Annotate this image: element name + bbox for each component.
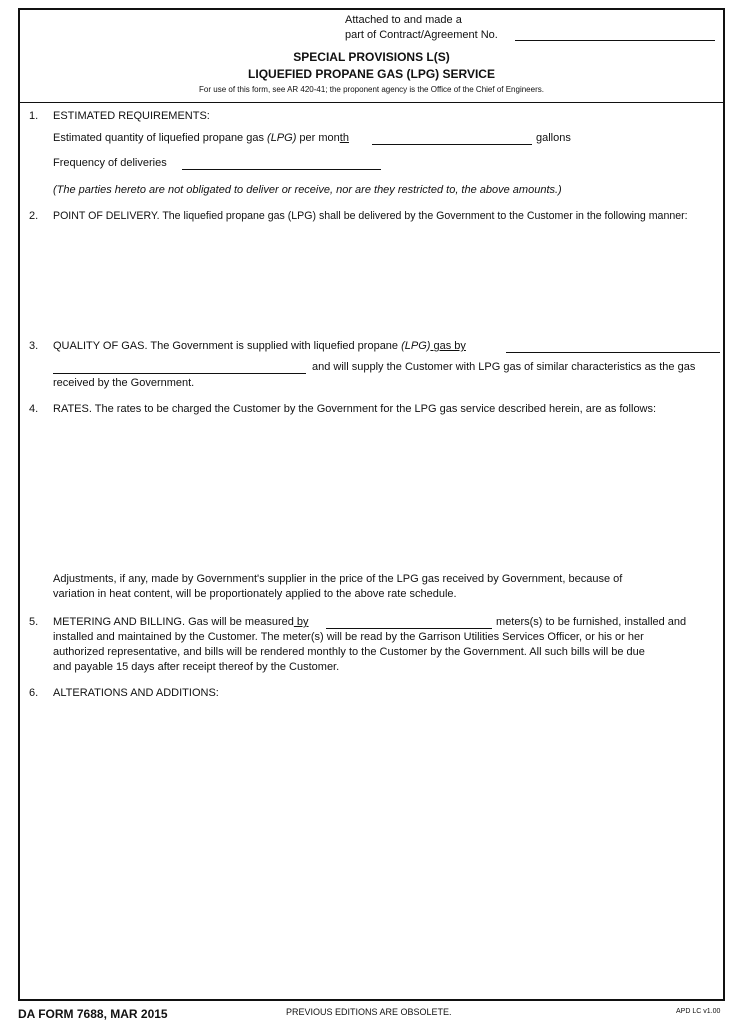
attached-line-2: part of Contract/Agreement No. <box>345 29 498 41</box>
section-2-text: POINT OF DELIVERY. The liquefied propane gas (LPG) shall be delivered by the Government to the Customer in the following manner: <box>53 210 688 222</box>
section-2-number: 2. <box>29 210 39 222</box>
form-frame <box>18 8 725 1001</box>
section-1-heading: ESTIMATED REQUIREMENTS: <box>53 110 210 122</box>
quantity-label: Estimated quantity of liquefied propane gas (LPG) per month <box>53 132 349 144</box>
section-4-number: 4. <box>29 403 39 415</box>
section-3-line-1: QUALITY OF GAS. The Government is supplied with liquefied propane (LPG) gas by <box>53 340 466 352</box>
attached-line-1: Attached to and made a <box>345 14 462 26</box>
frequency-label: Frequency of deliveries <box>53 157 167 169</box>
section-5-line-3: authorized representative, and bills will be rendered monthly to the Customer by the Government. All such bills will be due <box>53 646 645 658</box>
section-3-line-3: received by the Government. <box>53 377 195 389</box>
section-5-line-1: METERING AND BILLING. Gas will be measured by <box>53 616 309 628</box>
usage-note: For use of this form, see AR 420-41; the proponent agency is the Office of the Chief of Engineers. <box>199 85 544 94</box>
frequency-field[interactable] <box>182 169 381 170</box>
quantity-field[interactable] <box>372 144 532 145</box>
form-title-2: LIQUEFIED PROPANE GAS (LPG) SERVICE <box>248 67 495 81</box>
section-3-line-2: and will supply the Customer with LPG gas of similar characteristics as the gas <box>312 361 696 373</box>
obsolete-note: PREVIOUS EDITIONS ARE OBSOLETE. <box>286 1007 452 1017</box>
quantity-unit: gallons <box>536 132 571 144</box>
section-3-number: 3. <box>29 340 39 352</box>
section-4-text: RATES. The rates to be charged the Customer by the Government for the LPG gas service described herein, are as follows: <box>53 403 657 415</box>
supplier-field-a[interactable] <box>506 352 720 353</box>
section-5-number: 5. <box>29 616 39 628</box>
adjustments-line-2: variation in heat content, will be proportionately applied to the above rate schedule. <box>53 588 457 600</box>
contract-number-field[interactable] <box>515 40 715 41</box>
meter-field[interactable] <box>326 628 492 629</box>
form-identifier: DA FORM 7688, MAR 2015 <box>18 1007 168 1021</box>
form-header <box>20 10 723 103</box>
form-title-1: SPECIAL PROVISIONS L(S) <box>293 50 450 64</box>
adjustments-line-1: Adjustments, if any, made by Government's supplier in the price of the LPG gas received by Government, because of <box>53 573 623 585</box>
section-6-number: 6. <box>29 687 39 699</box>
section-6-heading: ALTERATIONS AND ADDITIONS: <box>53 687 219 699</box>
section-5-line-4: and payable 15 days after receipt thereof by the Customer. <box>53 661 340 673</box>
section-1-number: 1. <box>29 110 39 122</box>
version-label: APD LC v1.00 <box>676 1008 721 1015</box>
obligation-note: (The parties hereto are not obligated to deliver or receive, nor are they restricted to, the above amounts.) <box>53 184 562 196</box>
supplier-field-b[interactable] <box>53 373 306 374</box>
section-5-line-1-tail: meters(s) to be furnished, installed and <box>496 616 687 628</box>
section-5-line-2: installed and maintained by the Customer. The meter(s) will be read by the Garrison Utilities Services Officer, or his or her <box>53 631 644 643</box>
